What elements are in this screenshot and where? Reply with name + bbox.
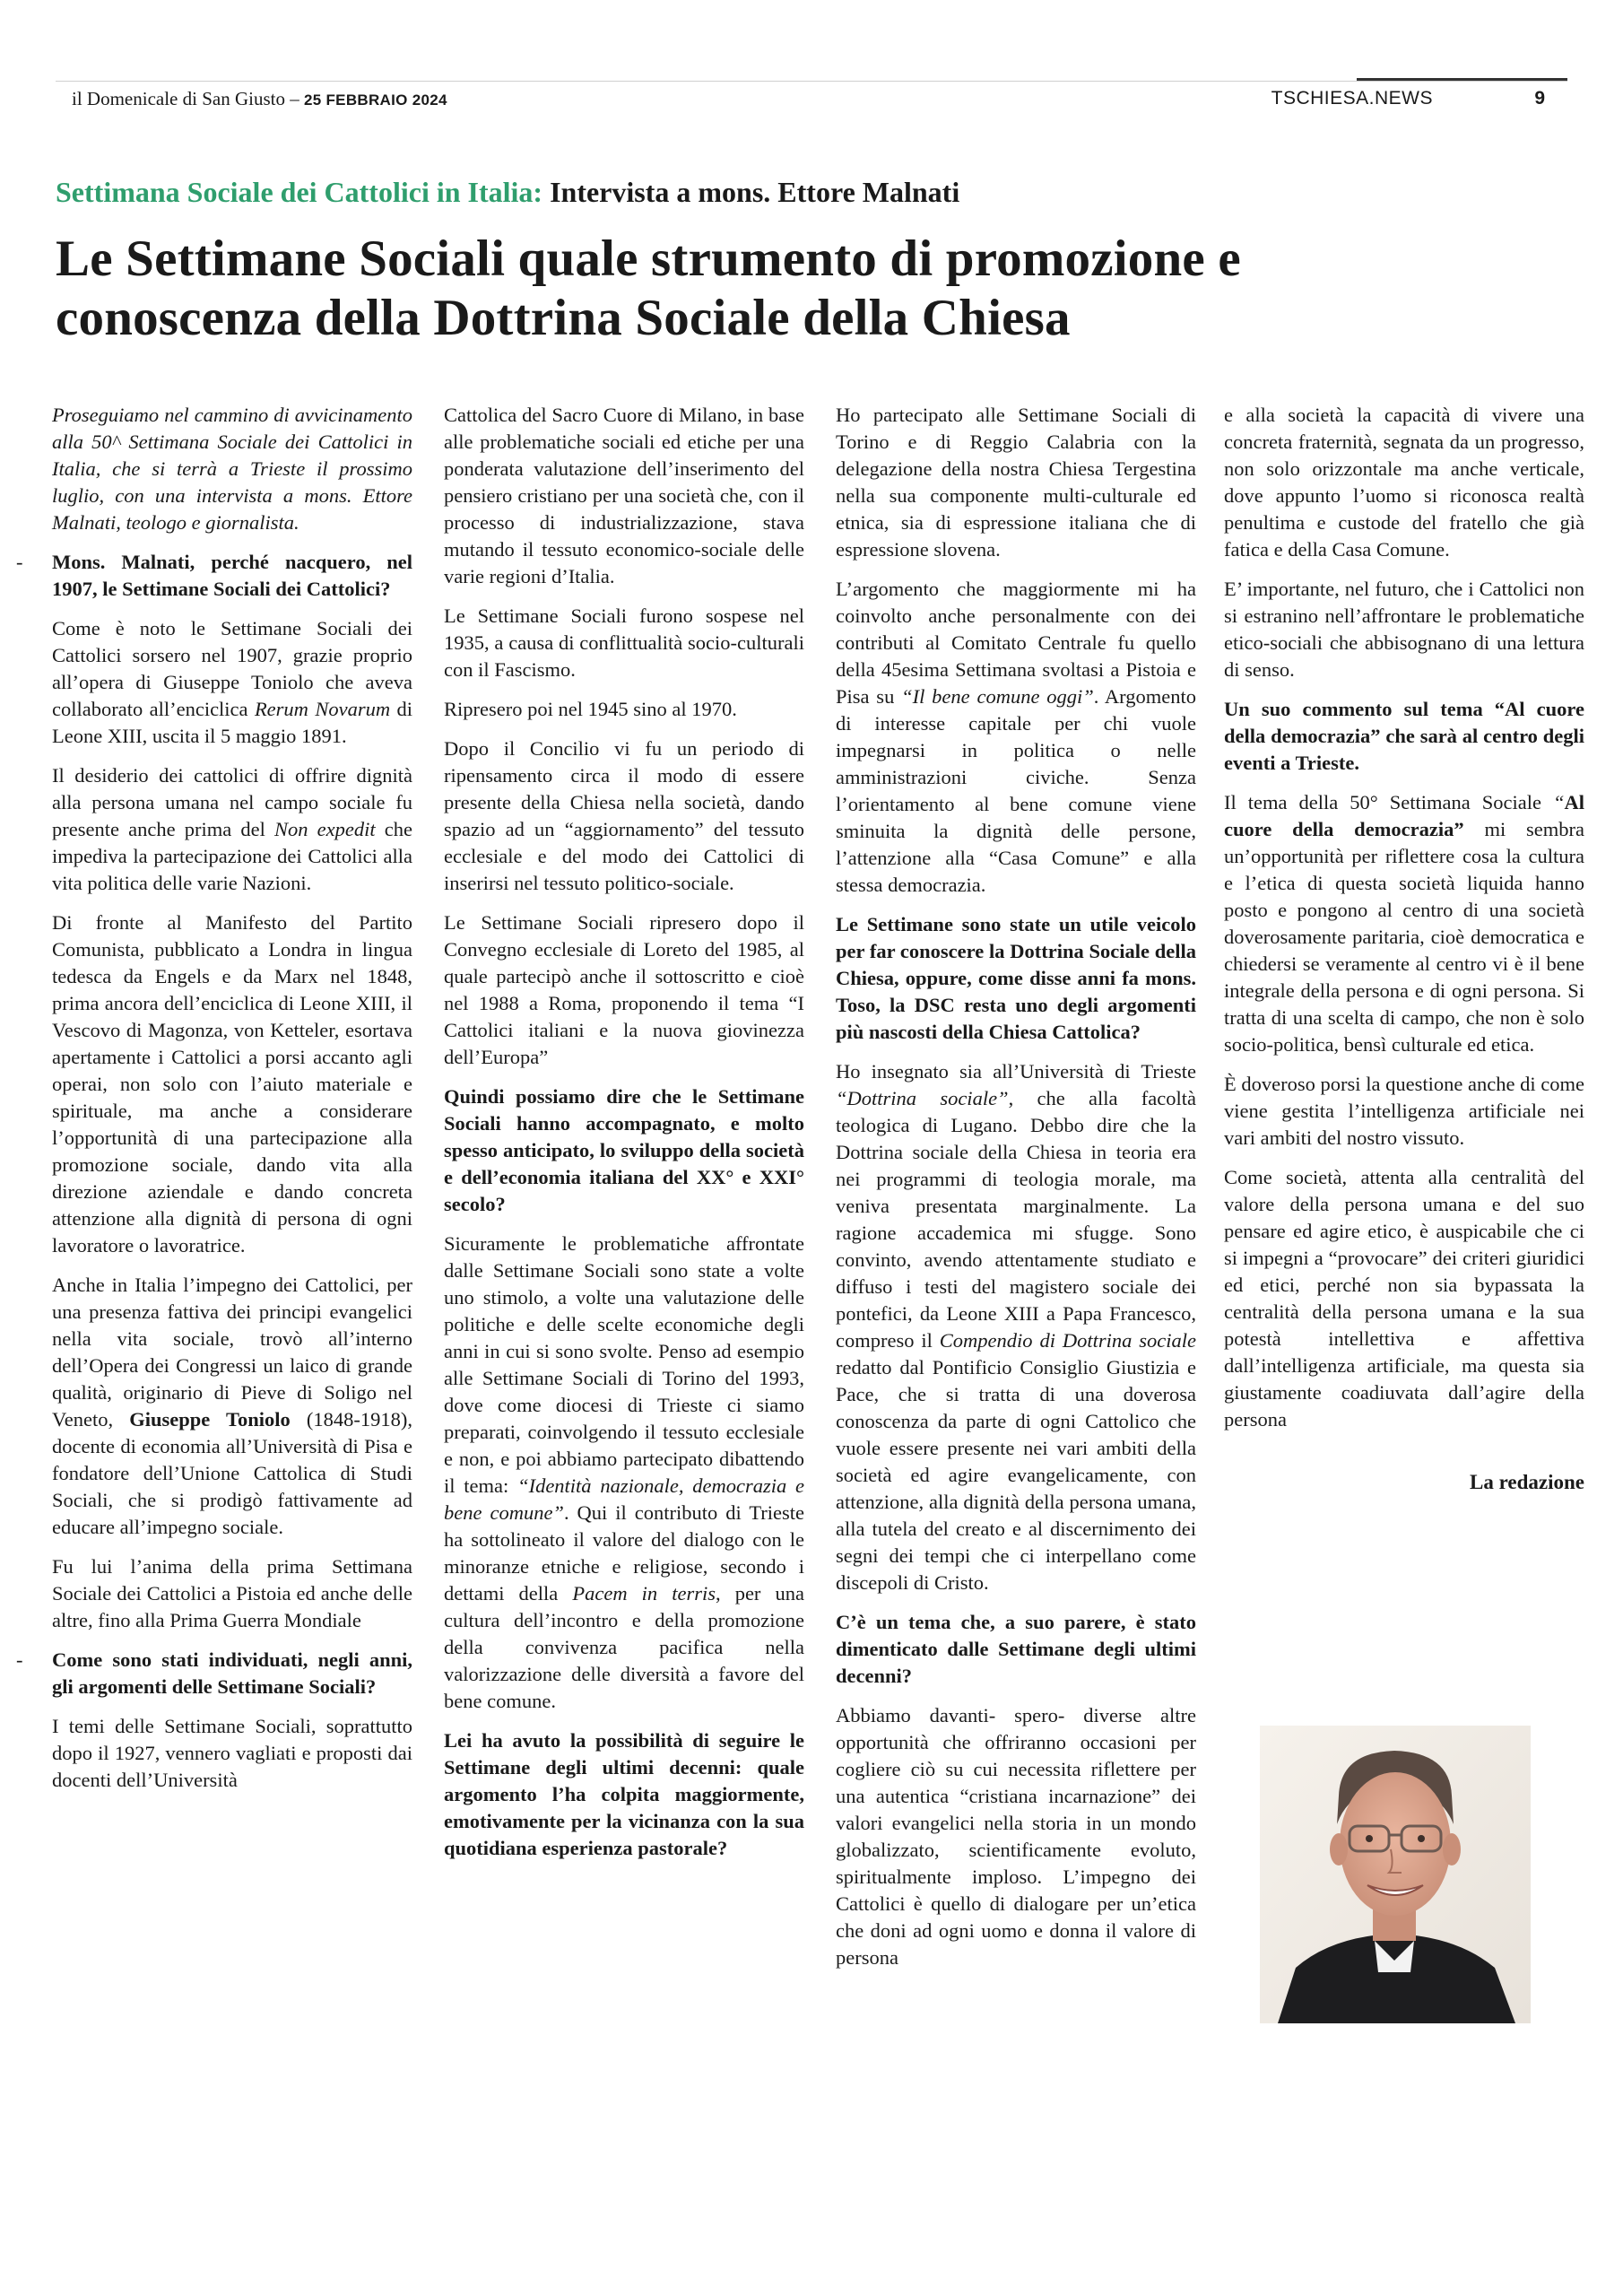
paragraph xyxy=(52,762,412,897)
text: redatto dal Pontificio Consiglio Giustizia e Pace, che si tratta di una doverosa conoscenza da parte di ogni Cattolico che vuole essere presente nei vari ambiti della società ed agire evangelicamente, con attenzione, alla dignità della persona umana, alla tutela del creato e al discernimento dei segni dei tempi che ci interpellano come discepoli di Cristo. xyxy=(836,1356,1196,1594)
paragraph: Abbiamo davanti- spero- diverse altre opportunità che offriranno occasioni per cogliere ciò su cui necessita riflettere per una autentica “cristiana incarnazione” dei valori evangelici nella storia in un mondo globalizzato, scientificamente evoluto, spiritualmente imploso. L’impegno dei Cattolici è quello di dialogare per un’etica che doni ad ogni uomo e donna il valore di persona xyxy=(836,1704,1196,1969)
italic-text: “Il bene comune oggi” xyxy=(901,685,1094,708)
text: , che alla facoltà teologica di Lugano. Debbo dire che la Dottrina sociale della Chiesa in teoria era nei programmi di teologia morale, ma veniva presentata marginalmente. La ragione accademica mi sfugge. Sono convinto, avendo attentamente studiato e diffuso i testi del magistero sociale dei pontefici, da Leone XIII a Papa Francesco, compreso il xyxy=(836,1087,1196,1352)
paragraph: Come società, attenta alla centralità del valore della persona umana e del suo pensare ed agire etico, è auspicabile che ci si impegni a “provocare” dei criteri giuridici ed etici, perché non sia bypassata la centralità della persona umana e la sua potestà intellettiva e affettiva dall’intelligenza artificiale, ma questa sia giustamente coadiuvata dall’agire della persona xyxy=(1224,1166,1584,1431)
italic-text: Compendio di Dottrina sociale xyxy=(939,1329,1196,1352)
italic-text: Rerum Novarum xyxy=(254,698,391,720)
text: di Leone XIII, uscita il 5 maggio 1891. xyxy=(52,698,412,747)
page-header xyxy=(56,81,1567,117)
bold-text: Al cuore della democrazia” xyxy=(1224,791,1584,840)
italic-text: “ xyxy=(1552,791,1565,813)
site-name: TSCHIESA.NEWS xyxy=(1271,88,1433,109)
text: (1848-1918), docente di economia all’Università di Pisa e fondatore dell’Unione Cattolica di Studi Sociali, che si prodigò fattivamente ad educare all’impegno sociale. xyxy=(52,1408,413,1538)
text: che impediva la partecipazione dei Cattolici alla vita politica delle varie Nazioni. xyxy=(52,818,412,894)
text: Il desiderio dei cattolici di offrire dignità alla persona umana nel campo sociale fu presente anche prima del xyxy=(52,764,412,840)
italic-text: Pacem in terris xyxy=(572,1582,716,1605)
signature: La redazione xyxy=(1470,1471,1584,1493)
header-rule-accent xyxy=(1357,78,1567,81)
question-dash: - xyxy=(16,551,23,573)
text: . Qui il contributo di Trieste ha sottolineato il valore del dialogo con le minoranze etniche e religiose, secondo i dettami della xyxy=(444,1501,804,1605)
paragraph: Cattolica del Sacro Cuore di Milano, in base alle problematiche sociali ed etiche per una ponderata valutazione dell’inserimento del pensiero cristiano per una società che, con il processo di industrializzazione, stava mutando il tessuto economico-sociale delle varie regioni d’Italia. xyxy=(444,404,804,587)
text: Come è noto le Settimane Sociali dei Cattolici sorsero nel 1907, grazie proprio all’opera di Giuseppe Toniolo che aveva collaborato all’enciclica xyxy=(52,617,412,720)
paragraph: e alla società la capacità di vivere una concreta fraternità, segnata da un progresso, non solo orizzontale ma anche verticale, dove appunto l’uomo si riconosca realtà penultima e custode del fratello che già fatica e della Casa Comune. xyxy=(1224,404,1584,561)
text: Ho insegnato sia all’Università di Trieste xyxy=(836,1060,1196,1083)
text: . Argomento di interesse capitale per chi vuole impegnarsi in politica o nelle amministrazioni civiche. Senza l’orientamento al bene comune viene sminuita la dignità delle persone, l’attenzione alla “Casa Comune” e alla stessa democrazia. xyxy=(836,685,1197,896)
paragraph xyxy=(1224,789,1584,1058)
paragraph xyxy=(836,576,1196,899)
intro-paragraph: Proseguiamo nel cammino di avvicinamento alla 50^ Settimana Sociale dei Cattolici in Italia, che si terrà a Trieste il prossimo luglio, con una intervista a mons. Ettore Malnati, teologo e giornalista. xyxy=(52,404,412,534)
text: mi sembra un’opportunità per riflettere cosa la cultura e l’etica di questa società liquida hanno posto e pongono al centro di una società doverosamente paritaria, cioè democratica e chiedersi se veramente al centro vi è il bene integrale della persona e di ogni persona. Si tratta di una scelta di campo, che non è solo socio-politica, bensì culturale ed etica. xyxy=(1224,818,1584,1056)
text: Sicuramente le problematiche affrontate dalle Settimane Sociali sono state a volte uno stimolo, a volte una valutazione delle politiche e delle scelte economiche degli anni in cui si sono svolte. Penso ad esempio alle Settimane Sociali di Torino del 1993, dove come diocesi di Trieste ci siamo preparati, coinvolgendo il tessuto ecclesiale e non, e poi abbiamo partecipato dibattendo il tema: xyxy=(444,1232,804,1497)
text: L’argomento che maggiormente mi ha coinvolto anche personalmente con dei contributi al Comitato Centrale fu quello della 45esima Settimana svoltasi a Pistoia e Pisa su xyxy=(836,578,1196,708)
paragraph: Ripresero poi nel 1945 sino al 1970. xyxy=(444,698,737,720)
header-rule xyxy=(56,81,1567,82)
kicker-section: Settimana Sociale dei Cattolici in Italia: xyxy=(56,176,543,208)
italic-text: Non expedit xyxy=(273,818,376,840)
paragraph: Le Settimane Sociali furono sospese nel 1935, a causa di conflittualità socio-culturali con il Fascismo. xyxy=(444,604,804,681)
question: Quindi possiamo dire che le Settimane Sociali hanno accompagnato, e molto spesso anticipato, lo sviluppo della società e dell’economia italiana del XX° e XXI° secolo? xyxy=(444,1085,804,1215)
bold-text: Giuseppe Toniolo xyxy=(129,1408,291,1431)
question-text: Come sono stati individuati, negli anni, gli argomenti delle Settimane Sociali? xyxy=(52,1648,412,1698)
column-3 xyxy=(836,402,1196,1984)
italic-text: “Dottrina sociale” xyxy=(836,1087,1009,1109)
column-2 xyxy=(444,402,804,1874)
publication-date: 25 FEBBRAIO 2024 xyxy=(303,91,447,109)
paragraph xyxy=(444,1231,804,1715)
paragraph xyxy=(836,1058,1196,1596)
paragraph: I temi delle Settimane Sociali, soprattutto dopo il 1927, vennero vagliati e proposti dai docenti dell’Università xyxy=(52,1715,412,1791)
text: , per una cultura dell’incontro e della promozione della convivenza pacifica nella valorizzazione delle diversità a favore del bene comune. xyxy=(444,1582,804,1712)
paragraph: E’ importante, nel futuro, che i Cattolici non si estranino nell’affrontare le problematiche etico-sociali che abbisognano di una lettura di senso. xyxy=(1224,578,1584,681)
kicker-subtitle: Intervista a mons. Ettore Malnati xyxy=(542,176,960,208)
page-number: 9 xyxy=(1534,88,1545,109)
text: Anche in Italia l’impegno dei Cattolici, per una presenza fattiva dei principi evangelici nella vita sociale, trovò all’interno dell’Opera dei Congressi un laico di grande qualità, originario di Pieve di Soligo nel Veneto, xyxy=(52,1274,412,1431)
question xyxy=(16,549,412,603)
paragraph: Fu lui l’anima della prima Settimana Sociale dei Cattolici a Pistoia ed anche delle altre, fino alla Prima Guerra Mondiale xyxy=(52,1555,412,1631)
question-text: Mons. Malnati, perché nacquero, nel 1907, le Settimane Sociali dei Cattolici? xyxy=(52,551,412,600)
column-1 xyxy=(16,402,413,1806)
question: Le Settimane sono state un utile veicolo per far conoscere la Dottrina Sociale della Chiesa, oppure, come disse anni fa mons. Toso, la DSC resta uno degli argomenti più nascosti della Chiesa Cattolica? xyxy=(836,913,1196,1043)
paragraph: È doveroso porsi la questione anche di come viene gestita l’intelligenza artificiale nei vari ambiti del nostro vissuto. xyxy=(1224,1073,1584,1149)
italic-text: “Identità nazionale, democrazia e bene comune” xyxy=(444,1474,805,1524)
paragraph: Ho partecipato alle Settimane Sociali di Torino e di Reggio Calabria con la delegazione della nostra Chiesa Tergestina nella sua componente multi-culturale ed etnica, sia di espressione italiana che di espressione slovena. xyxy=(836,404,1196,561)
paragraph xyxy=(52,615,412,750)
question: Un suo commento sul tema “Al cuore della democrazia” che sarà al centro degli eventi a Trieste. xyxy=(1224,698,1584,774)
question: C’è un tema che, a suo parere, è stato dimenticato dalle Settimane degli ultimi decenni? xyxy=(836,1611,1196,1687)
text: Il tema della 50° Settimana Sociale xyxy=(1224,791,1553,813)
author-photo xyxy=(1260,1726,1531,2023)
publication-line xyxy=(72,88,447,110)
column-4 xyxy=(1224,402,1584,1496)
portrait-illustration xyxy=(1260,1726,1531,2023)
paragraph: Le Settimane Sociali ripresero dopo il Convegno ecclesiale di Loreto del 1985, al quale partecipò anche il sottoscritto e cioè nel 1988 a Roma, proponendo il tema “I Cattolici italiani e la nuova giovinezza dell’Europa” xyxy=(444,911,804,1068)
question: Lei ha avuto la possibilità di seguire le Settimane degli ultimi decenni: quale argomento l’ha colpita maggiormente, emotivamente per la vicinanza con la sua quotidiana esperienza pastorale? xyxy=(444,1729,804,1859)
paragraph xyxy=(52,1272,412,1541)
question-dash: - xyxy=(16,1648,23,1671)
paragraph: Di fronte al Manifesto del Partito Comunista, pubblicato a Londra in lingua tedesca da Engels e da Marx nel 1848, prima ancora dell’enciclica di Leone XIII, il Vescovo di Magonza, von Ketteler, esortava apertamente i Cattolici a porsi accanto agli operai, non solo con l’aiuto materiale e spirituale, ma anche a considerare l’opportunità di una partecipazione alla promozione sociale, dando vita alla direzione aziendale e dando concreta attenzione alla dignità di persona di ogni lavoratore o lavoratrice. xyxy=(52,911,412,1257)
publication-name: il Domenicale di San Giusto – xyxy=(72,88,304,109)
article-headline: Le Settimane Sociali quale strumento di promozione e conoscenza della Dottrina Sociale della Chiesa xyxy=(56,230,1241,346)
question xyxy=(16,1647,412,1700)
article-kicker xyxy=(56,176,959,209)
paragraph: Dopo il Concilio vi fu un periodo di ripensamento circa il modo di essere presente della Chiesa nella società, dando spazio ad un “aggiornamento” del tessuto ecclesiale e del modo dei Cattolici di inserirsi nel tessuto politico-sociale. xyxy=(444,737,804,894)
